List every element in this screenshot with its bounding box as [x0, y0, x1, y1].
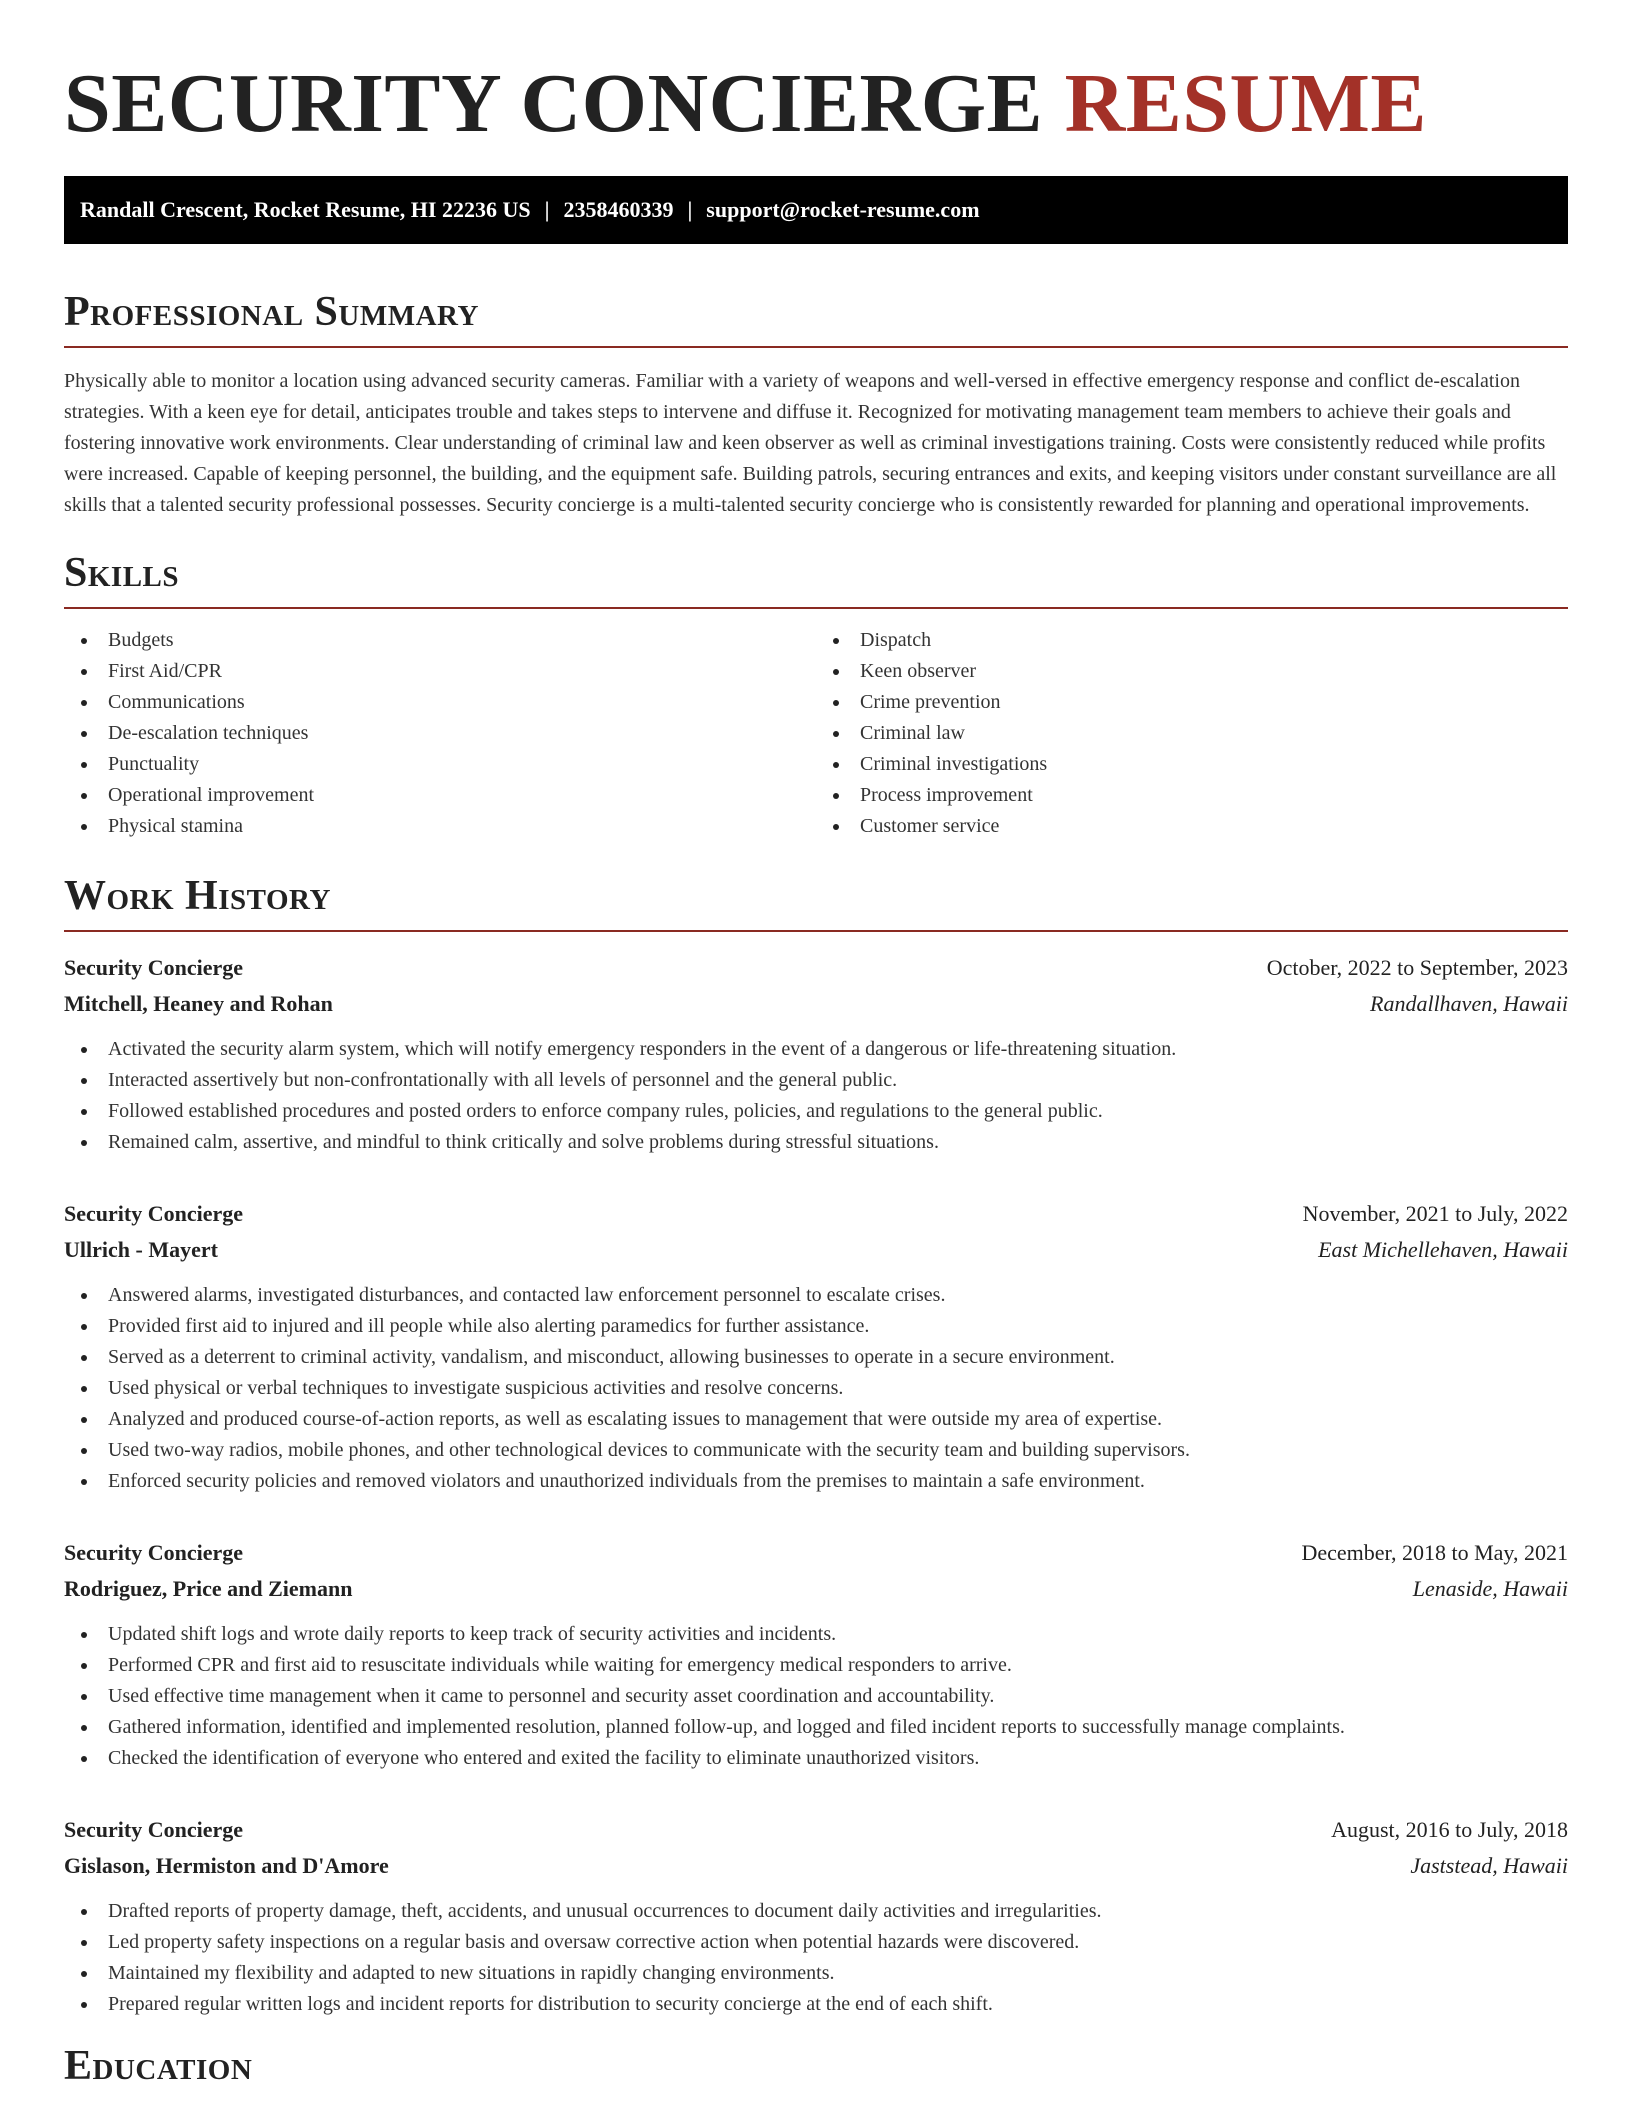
education-section: [64, 2042, 1568, 2090]
job-duties: [64, 1034, 1568, 1158]
job-location: Randallhaven, Hawaii: [1370, 991, 1568, 1016]
job-entry: [64, 1535, 1568, 1774]
skill-item: Customer service: [816, 811, 1568, 842]
job-duty: Followed established procedures and posted orders to enforce company rules, policies, and regulations to the general public.: [64, 1096, 1568, 1127]
job-duties: [64, 1280, 1568, 1497]
skill-item: Punctuality: [64, 749, 816, 780]
job-duty: Prepared regular written logs and incident reports for distribution to security concierge at the end of each shift.: [64, 1989, 1568, 2020]
job-company: Ullrich - Mayert: [64, 1237, 218, 1262]
job-duty: Remained calm, assertive, and mindful to think critically and solve problems during stressful situations.: [64, 1127, 1568, 1158]
skills-column-right: [816, 625, 1568, 842]
skill-item: Process improvement: [816, 780, 1568, 811]
job-subheader-row: [64, 1232, 1568, 1268]
skill-item: Criminal investigations: [816, 749, 1568, 780]
section-divider: [64, 607, 1568, 609]
job-title: Security Concierge: [64, 1817, 243, 1842]
job-company: Rodriguez, Price and Ziemann: [64, 1576, 353, 1601]
job-duty: Performed CPR and first aid to resuscitate individuals while waiting for emergency medical responders to arrive.: [64, 1650, 1568, 1681]
job-duty: Used physical or verbal techniques to investigate suspicious activities and resolve concerns.: [64, 1373, 1568, 1404]
work-history-heading: Work History: [64, 873, 331, 919]
job-location: East Michellehaven, Hawaii: [1318, 1237, 1568, 1262]
job-subheader-row: [64, 1571, 1568, 1607]
job-duty: Updated shift logs and wrote daily reports to keep track of security activities and incidents.: [64, 1619, 1568, 1650]
skill-item: Crime prevention: [816, 687, 1568, 718]
contact-bar: [64, 176, 1568, 244]
job-duty: Analyzed and produced course-of-action reports, as well as escalating issues to management that were outside my area of expertise.: [64, 1404, 1568, 1435]
job-location: Lenaside, Hawaii: [1412, 1576, 1568, 1601]
job-dates: December, 2018 to May, 2021: [1301, 1540, 1568, 1565]
skill-item: Dispatch: [816, 625, 1568, 656]
job-duty: Drafted reports of property damage, theft, accidents, and unusual occurrences to document daily activities and irregularities.: [64, 1896, 1568, 1927]
job-duties: [64, 1619, 1568, 1774]
section-divider: [64, 346, 1568, 348]
education-heading: Education: [64, 2043, 253, 2089]
resume-title: [64, 0, 1568, 150]
contact-separator: |: [687, 197, 693, 222]
summary-section: [64, 288, 1568, 521]
job-duty: Gathered information, identified and implemented resolution, planned follow-up, and logged and filed incident reports to successfully manage complaints.: [64, 1712, 1568, 1743]
job-duties: [64, 1896, 1568, 2020]
title-accent: RESUME: [1064, 57, 1427, 150]
job-duty: Checked the identification of everyone who entered and exited the facility to eliminate unauthorized visitors.: [64, 1743, 1568, 1774]
job-duty: Used two-way radios, mobile phones, and other technological devices to communicate with the security team and building supervisors.: [64, 1435, 1568, 1466]
skill-item: Budgets: [64, 625, 816, 656]
job-location: Jaststead, Hawaii: [1410, 1853, 1568, 1878]
skill-item: De-escalation techniques: [64, 718, 816, 749]
contact-separator: |: [544, 197, 550, 222]
skills-column-left: [64, 625, 816, 842]
skill-item: Communications: [64, 687, 816, 718]
skills-list: [64, 625, 1568, 842]
job-duty: Provided first aid to injured and ill people while also alerting paramedics for further assistance.: [64, 1311, 1568, 1342]
job-header-row: [64, 1812, 1568, 1848]
job-entry: [64, 1196, 1568, 1497]
job-title: Security Concierge: [64, 955, 243, 980]
contact-email[interactable]: support@rocket-resume.com: [706, 197, 980, 222]
skills-section: [64, 549, 1568, 842]
job-duty: Activated the security alarm system, which will notify emergency responders in the event of a dangerous or life-threatening situation.: [64, 1034, 1568, 1065]
job-duty: Led property safety inspections on a regular basis and oversaw corrective action when potential hazards were discovered.: [64, 1927, 1568, 1958]
skill-item: First Aid/CPR: [64, 656, 816, 687]
title-main: SECURITY CONCIERGE: [64, 57, 1044, 150]
job-duty: Interacted assertively but non-confrontationally with all levels of personnel and the general public.: [64, 1065, 1568, 1096]
job-header-row: [64, 1196, 1568, 1232]
job-subheader-row: [64, 986, 1568, 1022]
section-divider: [64, 930, 1568, 932]
skills-heading: Skills: [64, 550, 180, 596]
job-duty: Enforced security policies and removed violators and unauthorized individuals from the premises to maintain a safe environment.: [64, 1466, 1568, 1497]
jobs-list: [64, 950, 1568, 2020]
job-dates: August, 2016 to July, 2018: [1331, 1817, 1568, 1842]
job-duty: Served as a deterrent to criminal activity, vandalism, and misconduct, allowing businesses to operate in a secure environment.: [64, 1342, 1568, 1373]
job-title: Security Concierge: [64, 1201, 243, 1226]
summary-heading: Professional Summary: [64, 289, 479, 335]
job-entry: [64, 1812, 1568, 2020]
contact-address: Randall Crescent, Rocket Resume, HI 22236 US: [80, 197, 531, 222]
job-dates: October, 2022 to September, 2023: [1266, 955, 1568, 980]
skill-item: Operational improvement: [64, 780, 816, 811]
work-history-section: [64, 872, 1568, 2020]
job-subheader-row: [64, 1848, 1568, 1884]
job-duty: Answered alarms, investigated disturbances, and contacted law enforcement personnel to escalate crises.: [64, 1280, 1568, 1311]
job-entry: [64, 950, 1568, 1158]
job-header-row: [64, 950, 1568, 986]
skill-item: Physical stamina: [64, 811, 816, 842]
skill-item: Keen observer: [816, 656, 1568, 687]
skill-item: Criminal law: [816, 718, 1568, 749]
summary-text: Physically able to monitor a location using advanced security cameras. Familiar with a variety of weapons and well-versed in effective emergency response and conflict de-escalation strategies. With a keen eye for detail, anticipates trouble and takes steps to intervene and diffuse it. Recognized for motivating management team members to achieve their goals and fostering innovative work environments. Clear understanding of criminal law and keen observer as well as criminal investigations training. Costs were consistently reduced while profits were increased. Capable of keeping personnel, the building, and the equipment safe. Building patrols, securing entrances and exits, and keeping visitors under constant surveillance are all skills that a talented security professional possesses. Security concierge is a multi-talented security concierge who is consistently rewarded for planning and operational improvements.: [64, 370, 1557, 516]
job-header-row: [64, 1535, 1568, 1571]
contact-phone: 2358460339: [563, 197, 674, 222]
job-duty: Used effective time management when it came to personnel and security asset coordination and accountability.: [64, 1681, 1568, 1712]
job-company: Mitchell, Heaney and Rohan: [64, 991, 333, 1016]
job-title: Security Concierge: [64, 1540, 243, 1565]
job-company: Gislason, Hermiston and D'Amore: [64, 1853, 389, 1878]
job-dates: November, 2021 to July, 2022: [1302, 1201, 1568, 1226]
job-duty: Maintained my flexibility and adapted to new situations in rapidly changing environments.: [64, 1958, 1568, 1989]
